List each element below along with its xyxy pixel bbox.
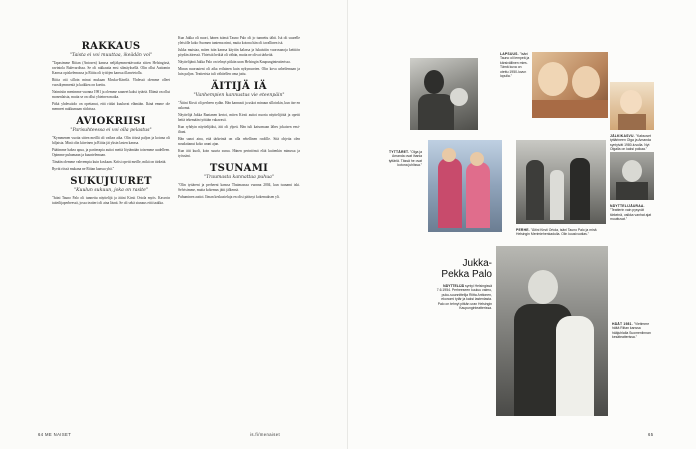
quote-rakkaus: "Taista ei voi muuttaa, ikeädän voi" — [69, 53, 153, 58]
caption-perhe — [516, 228, 606, 237]
caption-text: "Teatterin vain pysyvät tärkeinä, vaikka vanhat ajat muuttuvat." — [610, 208, 652, 222]
caption-title: NÄYTTELIJÄURAA. — [610, 204, 645, 208]
left-column-1 — [52, 41, 170, 210]
section-aitia — [178, 81, 300, 159]
paragraph: Kun ryhdyin näyttelijäksi, äiti oli ylpeä. Hän tuli katsomaan lähes jokaisen ensi-iltani. — [178, 124, 300, 134]
heading-tsunami: TSUNAMI — [209, 162, 269, 174]
caption-jalkikasvu — [610, 134, 654, 152]
bio-name-line-1: Jukka- — [462, 258, 492, 269]
quote-sukujuuret: "Kuulun sukuun, joka on rasite" — [74, 187, 148, 193]
paragraph: Puhuminen auttoi. Ilman keskusteluja en olisi päässyt kokemuksen yli. — [178, 194, 280, 199]
caption-title: HÄÄT 1981. — [612, 322, 633, 326]
paragraph: Naimisiin menimme vuonna 1981 ja olemme saaneet kaksi tytärtä. Elämä on ollut monenlaista, mutta se on ollut yhteinen matka. — [52, 89, 170, 99]
paragraph: Päätimme hakea apua, ja pariterapia auttoi meitä löytämään toisemme uudelleen. Opimme puhumaan ja kuuntelemaan. — [52, 147, 170, 157]
right-page — [348, 0, 696, 449]
bio-title: NÄYTTELIJÄ — [443, 284, 465, 288]
photo-children — [532, 52, 608, 118]
paragraph: Näyttelijä Jukka Rantanen kertoi, miten Kirsti auttoi nuoria näyttelijöitä ja opetti heitä tekemään työtään vakavasti. — [178, 112, 300, 122]
quote-tsunami: "Traumasta kannattaa puhua" — [203, 174, 275, 180]
section-sukujuuret — [52, 176, 170, 206]
section-tsunami — [178, 163, 300, 200]
section-rakkaus — [52, 41, 170, 112]
caption-title: PERHE. — [516, 228, 530, 232]
paragraph: Minun nuoruuteni oli aika erilainen kuin nykynuorten. Olin kova urheilemaan ja luin paljon. Teatterista tuli vähitellen oma juttu. — [178, 67, 300, 76]
paragraph: Riitta otti silloin minut mukaan Mosku-Kärrilä. Yhdessä olemme olleet vuosikymmeniä ja kaikkea on koettu. — [52, 77, 170, 87]
heading-aviokriisi: AVIOKRIISI — [76, 115, 146, 127]
paragraph: Kun äiti kuoli, koin suurta surua. Hänen perintönsä elää kuitenkin minussa ja työssäni. — [178, 148, 300, 158]
paragraph: Jukka muistaa, miten isän kanssa käytiin kalassa ja lukaistiin vuorosanoja keittiön pöydän ääressä. Yhteisiä hetkiä oli vähän, mutta ne olivat tärkeitä. — [178, 48, 300, 57]
caption-title: LAPSUUS. — [500, 52, 519, 56]
footer-page-number-right: 65 — [648, 432, 654, 437]
caption-tyttaret — [384, 150, 422, 168]
caption-haat — [612, 322, 656, 340]
quote-aviokriisi: "Parisuhteessa ei voi olla pelastus" — [70, 127, 152, 133]
photo-daughters — [428, 140, 502, 232]
paragraph: "Kymmenen vuotta sitten meillä oli vaikea aika. Olin töissä paljon ja kotona oli hiljaista. Minä olin kiireinen ja Riitta jäi yksin lasten kanssa. — [52, 135, 170, 145]
footer-page-number-left: 64 ME NAISET — [38, 432, 72, 437]
caption-text: "Olga ja Amanda ovat ihania tyttäriä. Tässä he ovat kotona juhlissa." — [388, 150, 422, 168]
paragraph: Hän sanoi aina, että tärkeintä on olla rehellinen roolille. Sitä ohjetta olen noudattanut koko urani ajan. — [178, 136, 300, 146]
caption-text: "Kaksoset tyttärineen Olga ja Amanda syntyivät 1980-luvulla. Nyt Olgalla on kaksi poikaa." — [610, 134, 651, 152]
paragraph: Pitkä yhdessäolo on opettanut, että riidat kuuluvat elämään. Ikinä emme ole menneet nukkumaan riidoissa. — [52, 101, 170, 111]
section-aviokriisi — [52, 116, 170, 172]
quote-aitia: "Vanhempien kannustus vie eteenpäin" — [193, 92, 285, 98]
paragraph: "Äitini Kirsti oli perheen sydän. Hän kannusti ja uskoi minuun silloinkin, kun itse en uskonut. — [178, 100, 300, 110]
photo-family — [516, 140, 606, 224]
caption-nayttelijauraa — [610, 204, 654, 222]
caption-title: TYTTÄRET. — [389, 150, 410, 154]
photo-actor — [610, 152, 654, 200]
paragraph: Kun Jukka oli nuori, hänen isänsä Tauno Palo oli jo tunnettu tähti. Isä oli suurelle yleisölle koko Suomen tuntema nimi, mutta kotona hän oli tavallinen isä. — [178, 36, 300, 45]
paragraph: "Isäni Tauno Palo oli tunnettu näyttelijä ja äitini Kirsti Ortola myös. Kasvoin taiteilijaperheessä, jossa teatteri oli aina läsnä. Se oli sekä siunaus että taakka. — [52, 195, 170, 205]
photo-father-child — [410, 58, 478, 130]
heading-aitia: ÄITIJÄ IÄ — [211, 80, 267, 92]
paragraph: Näyttelijänä Jukka Palo on tehnyt pitkän uran Helsingin Kaupunginteatterissa. — [178, 60, 291, 64]
photo-wedding — [496, 246, 608, 416]
paragraph: "Tapasimme Riitan (Antosen) kanssa neljäkymmentävuotta sitten Helsingissä, ravintola Bulevardissa. Se oli rakkautta ensi silmäyksellä. Olin ollut Aattomin Kanssa opiskelemassa ja Riitta oli tyttöjen kanssa illanvietolla. — [52, 61, 170, 75]
bio-name-line-2: Pekka Palo — [441, 269, 492, 280]
bio-body: syntyi Helsingissä 7.6.1954. Perheeseen kuuluu vaimo, puku-suunnittelija Riitta Anttonen, ekonomi tytär ja kaksi lastenlasta. Palo on tehnyt pitkän uran Helsingin Kaupunginteatterissa. — [436, 284, 492, 311]
caption-lapsuus — [500, 52, 530, 78]
bio-text — [436, 284, 492, 310]
bio-name — [418, 258, 492, 280]
paragraph: Ryvät riissä mukana ne Riitan kanssa yhä." — [52, 166, 115, 171]
photo-small-child — [610, 82, 654, 130]
caption-text: "Vietimme häitä Riitan kanssa hääjuhlalla Suomenlinnan kesäteatterissa." — [612, 322, 651, 340]
footer-site: is.fi/menaiset — [250, 432, 281, 437]
paragraph: "Olin tyttäreni ja perheeni kanssa Thaimaassa vuonna 2004, kun tsunami iski. Selvisimme, mutta kokemus jätti jälkensä. — [178, 182, 300, 192]
left-column-2 — [178, 36, 300, 204]
caption-text: "Äitini Kirsti Ortola, isäni Tauno Palo ja minä Helsingin Merimiehenkadulla. Olin kuusivuotias." — [516, 228, 597, 237]
caption-text: "Isäni Tauno oli lempeä ja kärsivällinen mies. Tämä kuva on otettu 1950-luvun lopulla." — [500, 52, 530, 79]
caption-title: JÄLKIKASVU. — [610, 134, 635, 138]
heading-rakkaus: RAKKAUS — [81, 41, 141, 52]
heading-sukujuuret: SUKUJUURET — [70, 175, 152, 187]
paragraph: Tänään olemme vahvempia kuin koskaan. Kriisi opetti meille, mikä on tärkeää. — [52, 159, 167, 164]
